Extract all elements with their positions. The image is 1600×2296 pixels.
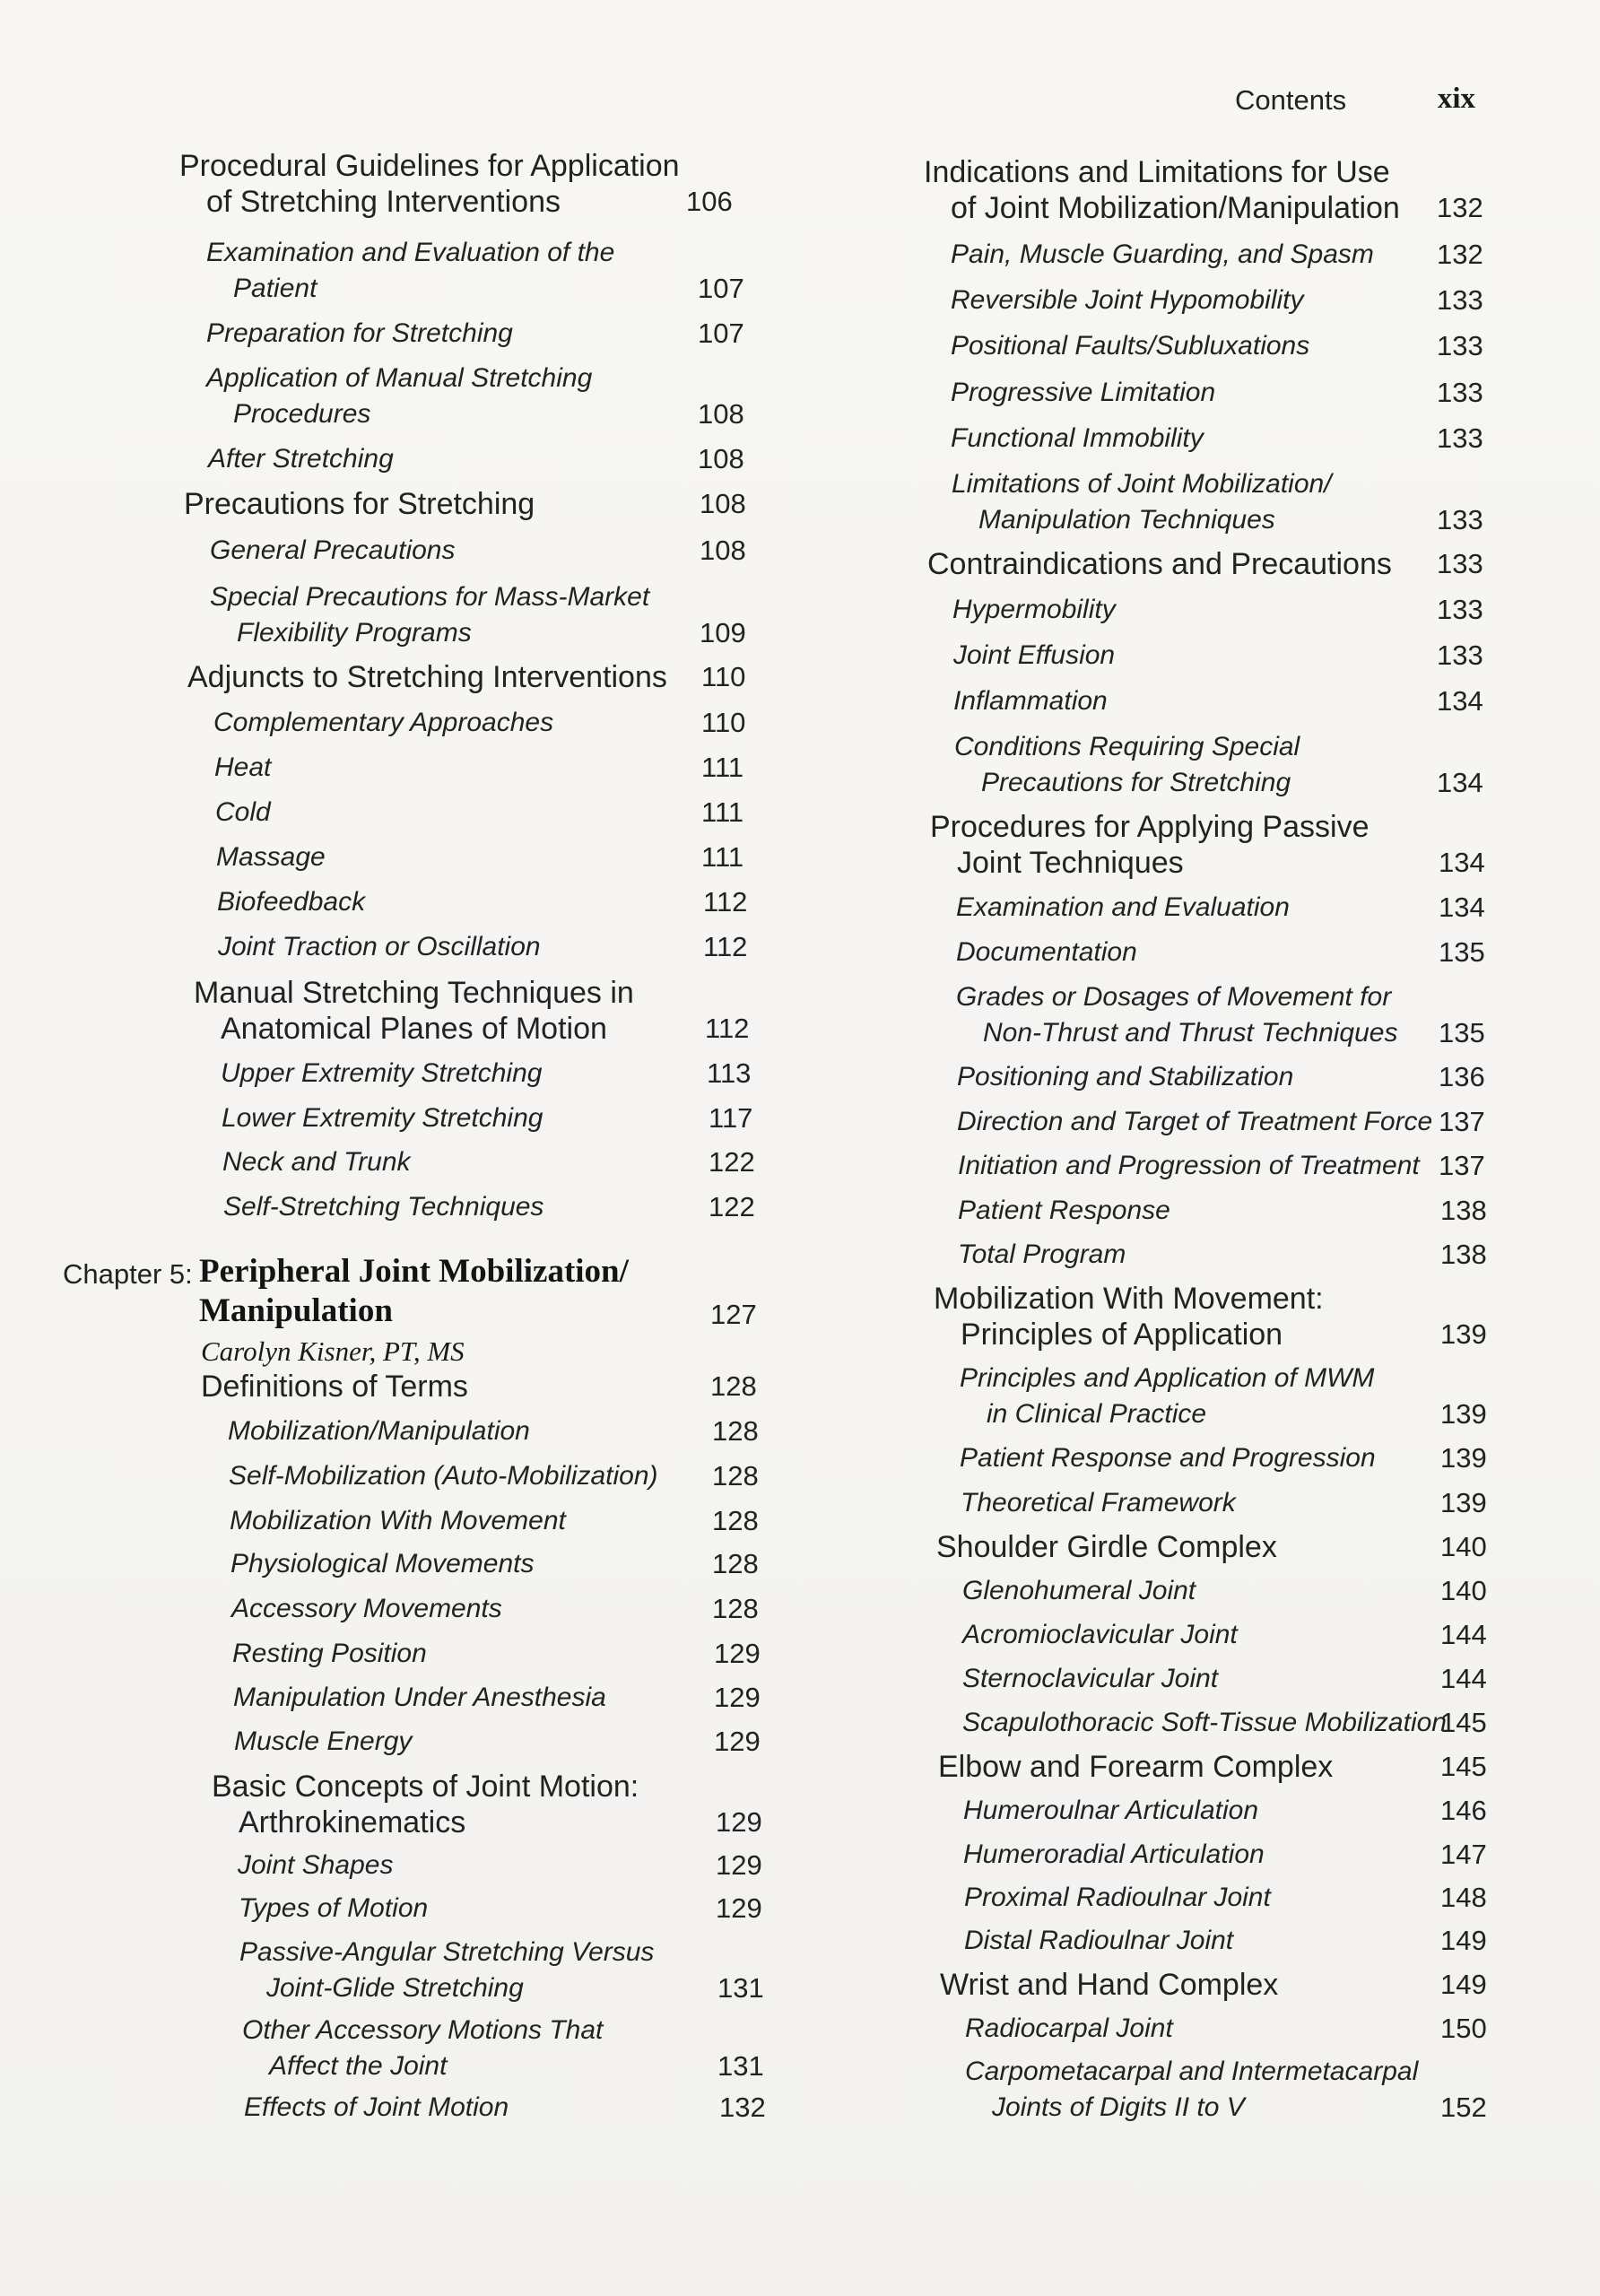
toc-entry-title: Carpometacarpal and Intermetacarpal bbox=[965, 2057, 1419, 2086]
toc-entry-title: After Stretching bbox=[208, 444, 394, 474]
toc-page-number: 128 bbox=[712, 1548, 759, 1579]
toc-page-number: 129 bbox=[714, 1638, 761, 1669]
toc-entry-title: Inflammation bbox=[953, 686, 1108, 716]
toc-entry-title: Proximal Radioulnar Joint bbox=[964, 1883, 1271, 1912]
toc-page-number: 132 bbox=[719, 2092, 766, 2123]
toc-page-number: 140 bbox=[1440, 1531, 1487, 1562]
toc-subentry-radiocarpal-joint bbox=[965, 2011, 1173, 2047]
toc-subentry-progressive-limitation bbox=[951, 375, 1215, 411]
toc-entry-title: Passive-Angular Stretching Versus bbox=[239, 1937, 655, 1967]
toc-entry-title: Upper Extremity Stretching bbox=[221, 1058, 543, 1088]
toc-page-number: 152 bbox=[1440, 2092, 1487, 2123]
toc-entry-title-continued: Arthrokinematics bbox=[239, 1805, 466, 1839]
toc-entry-title: Mobilization/Manipulation bbox=[228, 1416, 530, 1446]
toc-entry-title-continued: Precautions for Stretching bbox=[981, 768, 1291, 797]
toc-subentry-total-program bbox=[958, 1237, 1126, 1273]
toc-page-number: 132 bbox=[1437, 239, 1483, 270]
toc-page-number: 134 bbox=[1439, 891, 1485, 923]
toc-subentry-theoretical-framework bbox=[961, 1485, 1236, 1521]
toc-entry-title: Joint Traction or Oscillation bbox=[218, 932, 541, 961]
toc-page-number: 108 bbox=[700, 488, 746, 519]
toc-entry-title-continued: Procedures bbox=[233, 399, 371, 429]
toc-subentry-principles-and-application-of-mwm bbox=[960, 1361, 1374, 1432]
toc-page-number: 133 bbox=[1437, 284, 1483, 316]
toc-subentry-positional-faults-subluxations bbox=[951, 328, 1309, 364]
toc-entry-title-continued: Affect the Joint bbox=[269, 2051, 448, 2081]
toc-entry-title: Humeroradial Articulation bbox=[963, 1839, 1265, 1869]
toc-page-number: 133 bbox=[1437, 548, 1483, 579]
toc-entry-title-continued: Non-Thrust and Thrust Techniques bbox=[983, 1018, 1398, 1048]
toc-heading-mobilization-with-movement bbox=[934, 1281, 1324, 1352]
toc-subentry-positioning-and-stabilization bbox=[957, 1059, 1293, 1095]
toc-subentry-conditions-requiring-special bbox=[954, 729, 1300, 801]
toc-page-number: 113 bbox=[707, 1057, 752, 1089]
toc-page-number: 107 bbox=[698, 317, 744, 349]
toc-page-number: 107 bbox=[698, 273, 744, 304]
toc-page-number: 122 bbox=[709, 1146, 755, 1178]
toc-page-number: 150 bbox=[1440, 2013, 1487, 2044]
chapter-title-line2: Manipulation bbox=[199, 1292, 393, 1329]
toc-page-number: 128 bbox=[710, 1370, 757, 1402]
toc-subentry-direction-and-target-of-treatment-force bbox=[957, 1104, 1432, 1140]
toc-page-number: 117 bbox=[709, 1102, 753, 1134]
toc-page-number: 111 bbox=[701, 796, 744, 828]
toc-page-number: 108 bbox=[698, 443, 744, 474]
toc-entry-title: Initiation and Progression of Treatment bbox=[958, 1151, 1420, 1180]
toc-subentry-functional-immobility bbox=[951, 421, 1204, 457]
toc-subentry-glenohumeral-joint bbox=[962, 1573, 1196, 1609]
toc-page-number: 139 bbox=[1440, 1442, 1487, 1474]
toc-page-number: 138 bbox=[1440, 1195, 1487, 1226]
toc-subentry-reversible-joint-hypomobility bbox=[951, 283, 1304, 318]
toc-page-number: 132 bbox=[1437, 192, 1483, 223]
toc-entry-title: Theoretical Framework bbox=[961, 1488, 1236, 1518]
toc-entry-title: Limitations of Joint Mobilization/ bbox=[952, 469, 1332, 499]
toc-entry-title: Direction and Target of Treatment Force bbox=[957, 1107, 1433, 1136]
toc-entry-title: Neck and Trunk bbox=[222, 1147, 411, 1177]
toc-entry-title: Principles and Application of MWM bbox=[960, 1363, 1375, 1393]
toc-page-number: 145 bbox=[1440, 1751, 1487, 1782]
toc-page-number: 139 bbox=[1440, 1318, 1487, 1350]
toc-subentry-initiation-and-progression-of-treatment bbox=[958, 1148, 1420, 1184]
toc-entry-title: Mobilization With Movement: bbox=[934, 1282, 1324, 1316]
toc-page-number: 111 bbox=[701, 752, 744, 783]
toc-page-number: 128 bbox=[712, 1415, 759, 1447]
toc-entry-title: Complementary Approaches bbox=[213, 708, 554, 737]
toc-entry-title: Special Precautions for Mass-Market bbox=[210, 582, 650, 612]
toc-heading-contraindications-and-precautions bbox=[927, 546, 1392, 582]
chapter-page-number: 127 bbox=[710, 1299, 757, 1330]
toc-page-number: 133 bbox=[1437, 504, 1483, 535]
toc-entry-title: Types of Motion bbox=[239, 1893, 429, 1923]
toc-entry-title: Glenohumeral Joint bbox=[962, 1576, 1196, 1605]
toc-entry-title: Procedural Guidelines for Application bbox=[179, 149, 680, 183]
toc-page-number: 133 bbox=[1437, 594, 1483, 625]
toc-entry-title: Definitions of Terms bbox=[201, 1370, 468, 1404]
running-head-page-number: xix bbox=[1437, 83, 1475, 115]
toc-page-number: 134 bbox=[1439, 847, 1485, 878]
toc-page-number: 129 bbox=[716, 1849, 762, 1881]
toc-entry-title: Progressive Limitation bbox=[951, 378, 1216, 407]
toc-subentry-patient-response-and-progression bbox=[960, 1440, 1376, 1476]
toc-page-number: 134 bbox=[1437, 685, 1483, 717]
toc-subentry-scapulothoracic-soft-tissue-mobilization bbox=[962, 1705, 1447, 1741]
toc-entry-title: Humeroulnar Articulation bbox=[963, 1796, 1259, 1825]
toc-entry-title: Muscle Energy bbox=[234, 1726, 413, 1756]
toc-page-number: 129 bbox=[716, 1806, 762, 1838]
toc-subentry-patient-response bbox=[958, 1193, 1170, 1229]
running-head-section: Contents bbox=[1235, 84, 1347, 116]
toc-subentry-examination-and-evaluation bbox=[956, 890, 1290, 926]
toc-subentry-humeroradial-articulation bbox=[963, 1837, 1265, 1873]
toc-entry-title: Physiological Movements bbox=[230, 1549, 535, 1578]
toc-entry-title: Acromioclavicular Joint bbox=[962, 1620, 1238, 1649]
toc-page-number: 144 bbox=[1440, 1663, 1487, 1694]
toc-entry-title: Reversible Joint Hypomobility bbox=[951, 285, 1304, 315]
toc-entry-title: Adjuncts to Stretching Interventions bbox=[187, 660, 667, 694]
toc-entry-title: Biofeedback bbox=[217, 887, 366, 917]
toc-page-number: 149 bbox=[1440, 1925, 1487, 1956]
toc-entry-title: Documentation bbox=[956, 937, 1137, 967]
toc-page-number: 135 bbox=[1439, 1017, 1485, 1048]
toc-page-number: 149 bbox=[1440, 1969, 1487, 2000]
toc-page-number: 133 bbox=[1437, 330, 1483, 361]
toc-page-number: 122 bbox=[709, 1191, 755, 1222]
toc-entry-title: Preparation for Stretching bbox=[206, 318, 513, 348]
toc-entry-title: Scapulothoracic Soft-Tissue Mobilization bbox=[962, 1708, 1447, 1737]
toc-subentry-inflammation bbox=[953, 683, 1108, 719]
toc-page-number: 145 bbox=[1440, 1707, 1487, 1738]
toc-page-number: 139 bbox=[1440, 1487, 1487, 1518]
toc-entry-title: Effects of Joint Motion bbox=[244, 2092, 509, 2122]
toc-entry-title-continued: Flexibility Programs bbox=[237, 618, 472, 648]
toc-entry-title: Grades or Dosages of Movement for bbox=[956, 982, 1392, 1012]
toc-subentry-limitations-of-joint-mobilization bbox=[952, 466, 1332, 538]
chapter-author: Carolyn Kisner, PT, MS bbox=[201, 1335, 465, 1367]
toc-page-number: 129 bbox=[714, 1726, 761, 1757]
toc-page-number: 148 bbox=[1440, 1882, 1487, 1913]
toc-entry-title-continued: Anatomical Planes of Motion bbox=[221, 1012, 607, 1046]
toc-entry-title: Radiocarpal Joint bbox=[965, 2013, 1173, 2043]
toc-entry-title: Other Accessory Motions That bbox=[242, 2015, 604, 2045]
toc-entry-title-continued: Joints of Digits II to V bbox=[992, 2092, 1245, 2122]
toc-page-number: 133 bbox=[1437, 639, 1483, 671]
toc-page-number: 112 bbox=[703, 886, 748, 918]
toc-page-number: 128 bbox=[712, 1505, 759, 1536]
toc-entry-title: General Precautions bbox=[210, 535, 456, 565]
toc-subentry-pain-muscle-guarding-and-spasm bbox=[951, 237, 1374, 273]
toc-page-number: 140 bbox=[1440, 1575, 1487, 1606]
toc-entry-title-continued: Principles of Application bbox=[961, 1318, 1283, 1352]
toc-entry-title: Positional Faults/Subluxations bbox=[951, 331, 1310, 361]
toc-entry-title-continued: Joint-Glide Stretching bbox=[266, 1973, 524, 2003]
toc-page-number: 129 bbox=[714, 1682, 761, 1713]
toc-subentry-acromioclavicular-joint bbox=[962, 1617, 1238, 1653]
toc-page-number: 133 bbox=[1437, 422, 1483, 454]
toc-entry-title: Patient Response bbox=[958, 1196, 1170, 1225]
toc-entry-title: Self-Mobilization (Auto-Mobilization) bbox=[229, 1461, 658, 1491]
toc-entry-title: Total Program bbox=[958, 1239, 1126, 1269]
toc-page-number: 108 bbox=[700, 535, 746, 566]
toc-page-number: 128 bbox=[712, 1593, 759, 1624]
toc-page-number: 110 bbox=[701, 661, 746, 692]
toc-entry-title: Distal Radioulnar Joint bbox=[964, 1926, 1234, 1955]
toc-subentry-sternoclavicular-joint bbox=[962, 1661, 1218, 1697]
toc-entry-title: Contraindications and Precautions bbox=[927, 547, 1392, 581]
toc-subentry-joint-effusion bbox=[953, 638, 1115, 674]
toc-subentry-humeroulnar-articulation bbox=[963, 1793, 1258, 1829]
toc-entry-title: Wrist and Hand Complex bbox=[940, 1968, 1279, 2002]
toc-entry-title-continued: in Clinical Practice bbox=[987, 1399, 1207, 1429]
toc-heading-elbow-and-forearm-complex bbox=[938, 1749, 1333, 1785]
toc-page-number: 136 bbox=[1439, 1061, 1485, 1092]
toc-entry-title: Basic Concepts of Joint Motion: bbox=[212, 1770, 639, 1804]
toc-page-number: 112 bbox=[705, 1013, 750, 1044]
toc-heading-shoulder-girdle-complex bbox=[936, 1529, 1277, 1565]
toc-subentry-carpometacarpal-and-intermetacarpal bbox=[965, 2054, 1418, 2126]
toc-page-number: 106 bbox=[686, 186, 733, 217]
toc-entry-title: Hypermobility bbox=[952, 595, 1116, 624]
chapter-label: Chapter 5: bbox=[63, 1258, 193, 1290]
toc-entry-title: Conditions Requiring Special bbox=[954, 732, 1300, 761]
toc-entry-title: Examination and Evaluation of the bbox=[206, 238, 615, 267]
toc-page-number: 111 bbox=[701, 841, 744, 873]
toc-entry-title-continued: of Stretching Interventions bbox=[206, 185, 561, 219]
toc-entry-title: Examination and Evaluation bbox=[956, 892, 1290, 922]
toc-page-number: 109 bbox=[700, 617, 746, 648]
toc-page-number: 137 bbox=[1439, 1150, 1485, 1181]
toc-subentry-distal-radioulnar-joint bbox=[964, 1923, 1233, 1959]
chapter-title-line1: Peripheral Joint Mobilization/ bbox=[199, 1253, 629, 1290]
toc-entry-title: Precautions for Stretching bbox=[184, 487, 535, 521]
toc-entry-title: Sternoclavicular Joint bbox=[962, 1664, 1219, 1693]
toc-subentry-hypermobility bbox=[952, 592, 1116, 628]
toc-entry-title: Elbow and Forearm Complex bbox=[938, 1750, 1334, 1784]
toc-heading-indications-and-limitations-for-use bbox=[924, 154, 1400, 226]
toc-entry-title: Joint Shapes bbox=[238, 1850, 394, 1880]
toc-subentry-grades-or-dosages-of-movement-for bbox=[956, 979, 1397, 1051]
toc-subentry-proximal-radioulnar-joint bbox=[964, 1880, 1271, 1916]
toc-entry-title: Application of Manual Stretching bbox=[206, 363, 593, 393]
toc-page-number: 146 bbox=[1440, 1795, 1487, 1826]
toc-entry-title: Mobilization With Movement bbox=[230, 1506, 566, 1535]
toc-page-number: 131 bbox=[717, 2050, 764, 2082]
toc-entry-title: Cold bbox=[215, 797, 271, 827]
toc-page-number: 108 bbox=[698, 398, 744, 430]
toc-entry-title: Self-Stretching Techniques bbox=[223, 1192, 544, 1222]
toc-page-number: 147 bbox=[1440, 1839, 1487, 1870]
toc-subentry-documentation bbox=[956, 935, 1137, 970]
toc-page-number: 112 bbox=[703, 931, 748, 962]
toc-page-number: 133 bbox=[1437, 377, 1483, 408]
toc-entry-title: Heat bbox=[214, 752, 272, 782]
toc-entry-title: Accessory Movements bbox=[231, 1594, 502, 1623]
toc-page-number: 128 bbox=[712, 1460, 759, 1492]
toc-heading-wrist-and-hand-complex bbox=[940, 1967, 1278, 2003]
toc-entry-title: Pain, Muscle Guarding, and Spasm bbox=[951, 239, 1374, 269]
toc-entry-title-continued: Joint Techniques bbox=[957, 846, 1184, 880]
toc-entry-title: Lower Extremity Stretching bbox=[222, 1103, 543, 1133]
toc-entry-title: Procedures for Applying Passive bbox=[930, 810, 1370, 844]
toc-page-number: 135 bbox=[1439, 936, 1485, 968]
toc-entry-title: Massage bbox=[216, 842, 326, 872]
toc-entry-title: Manipulation Under Anesthesia bbox=[233, 1683, 606, 1712]
toc-entry-title: Functional Immobility bbox=[951, 423, 1204, 453]
toc-heading-procedures-for-applying-passive bbox=[930, 809, 1369, 881]
toc-entry-title: Positioning and Stabilization bbox=[957, 1062, 1294, 1091]
toc-entry-title: Indications and Limitations for Use bbox=[924, 155, 1390, 189]
toc-page-number: 137 bbox=[1439, 1106, 1485, 1137]
toc-entry-title: Resting Position bbox=[232, 1639, 427, 1668]
toc-page-number: 139 bbox=[1440, 1398, 1487, 1430]
toc-entry-title: Joint Effusion bbox=[953, 640, 1116, 670]
toc-entry-title-continued: of Joint Mobilization/Manipulation bbox=[951, 191, 1400, 225]
toc-page-number: 129 bbox=[716, 1892, 762, 1924]
toc-page-number: 134 bbox=[1437, 767, 1483, 798]
toc-page-number: 144 bbox=[1440, 1619, 1487, 1650]
toc-page-number: 131 bbox=[717, 1972, 764, 2004]
toc-page-number: 110 bbox=[701, 707, 746, 738]
toc-entry-title: Manual Stretching Techniques in bbox=[194, 976, 634, 1010]
toc-entry-title: Patient Response and Progression bbox=[960, 1443, 1376, 1473]
toc-page-number: 138 bbox=[1440, 1239, 1487, 1270]
toc-entry-title: Shoulder Girdle Complex bbox=[936, 1530, 1277, 1564]
toc-entry-title-continued: Manipulation Techniques bbox=[978, 505, 1275, 535]
toc-entry-title-continued: Patient bbox=[233, 274, 317, 303]
